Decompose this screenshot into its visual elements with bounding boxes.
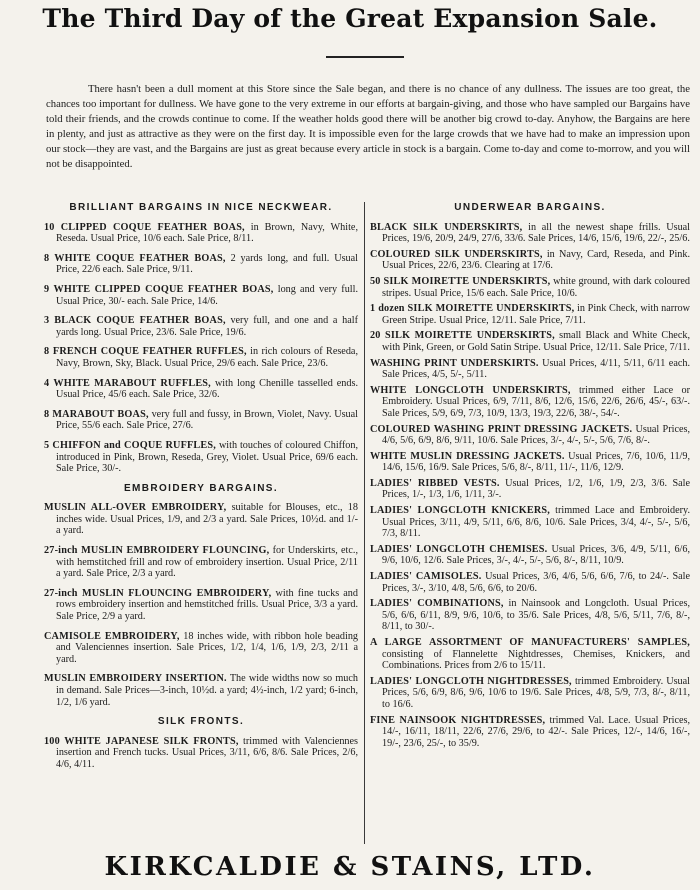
sale-item [44,736,358,771]
sale-item [370,505,690,540]
item-details: in Pink Check, with narrow Green Stripe. Usual Price, 12/11. Sale Price, 7/11. [382,303,690,326]
sale-item [370,478,690,501]
sale-item [44,346,358,369]
item-name: 1 dozen SILK MOIRETTE UNDERSKIRTS, [370,303,575,315]
sale-item [44,673,358,708]
item-details: 2 yards long, and full. Usual Price, 22/6 each. Sale Price, 9/11. [56,252,358,276]
sale-item [370,385,690,420]
item-name: 100 WHITE JAPANESE SILK FRONTS, [44,735,239,747]
sale-item [370,544,690,567]
item-details: Usual Prices, 4/6, 5/6, 6/9, 8/6, 9/11, 10/6. Sale Prices, 3/-, 4/-, 5/-, 5/6, 7/6, 8/-. [382,423,690,447]
item-name: 27-inch MUSLIN EMBROIDERY FLOUNCING, [44,545,270,557]
sale-item [370,451,690,474]
item-name: A LARGE ASSORTMENT OF MANUFACTURERS' SAMPLES, [370,637,690,648]
sale-item [370,330,690,353]
sale-item [370,637,690,672]
sale-item [370,424,690,447]
item-details: Usual Prices, 1/2, 1/6, 1/9, 2/3, 3/6. Sale Prices, 1/-, 1/3, 1/6, 1/11, 3/-. [382,477,691,501]
item-details: Usual Prices, 3/6, 4/9, 5/11, 6/6, 9/6, 10/6, 12/6. Sale Prices, 3/-, 4/-, 5/-, 5/6, 8/-, 8/11, 10/9. [382,543,691,567]
item-name: 5 CHIFFON and COQUE RUFFLES, [44,439,217,451]
item-details: trimmed either Lace or Embroidery. Usual Prices, 6/9, 7/11, 8/6, 12/6, 15/6, 22/6, 26/6, 45/-, 63/-. Sale Prices, 5/9, 6/9, 7/3, 10/9, 13/3, 19/3, 22/6, 38/-, 54/-. [382,384,690,419]
neckwear-list [44,222,358,475]
sale-item [370,276,690,299]
column-divider [364,202,365,844]
item-details: in all the newest shape frills. Usual Prices, 19/6, 20/9, 24/9, 27/6, 33/6. Sale Prices, 14/6, 15/6, 19/6, 22/-, 25/6. [382,221,691,245]
item-details: Usual Prices, 7/6, 10/6, 11/9, 14/6, 15/6, 16/9. Sale Prices, 5/6, 8/-, 8/11, 11/-, 11/6, 12/9. [382,450,691,474]
item-details: 18 inches wide, with ribbon hole beading and Valenciennes insertion. Sale Prices, 1/2, 1/4, 1/6, 1/9, 2/3, 2/11 a yard. [56,630,359,665]
sale-item [370,676,690,711]
item-name: 27-inch MUSLIN FLOUNCING EMBROIDERY, [44,587,272,599]
sale-item [370,303,690,326]
item-name: 9 WHITE CLIPPED COQUE FEATHER BOAS, [44,283,274,295]
sale-item [44,253,358,276]
sale-item [44,409,358,432]
embroidery-heading: EMBROIDERY BARGAINS. [123,482,279,494]
sale-item [44,440,358,475]
item-details: consisting of Flannelette Nightdresses, Chemises, Knickers, and Combinations. Prices from 2/6 to 15/11. [382,648,690,672]
item-name: LADIES' RIBBED VESTS. [370,477,500,489]
item-details: with long Chenille tasselled ends. Usual Price, 45/6 each. Sale Price, 32/6. [56,377,359,401]
item-name: 10 CLIPPED COQUE FEATHER BOAS, [44,221,245,233]
item-details: white ground, with dark coloured stripes. Usual Price, 15/6 each. Sale Price, 10/6. [382,275,690,299]
item-name: COLOURED SILK UNDERSKIRTS, [370,248,543,260]
item-name: LADIES' CAMISOLES. [370,571,482,583]
item-name: WHITE LONGCLOTH UNDERSKIRTS, [370,384,571,396]
item-details: very full, and one and a half yards long. Usual Price, 23/6. Sale Price, 19/6. [56,315,358,338]
title-rule [326,56,404,58]
item-details: in Brown, Navy, White, Reseda. Usual Price, 10/6 each. Sale Price, 8/11. [56,221,358,245]
item-name: COLOURED WASHING PRINT DRESSING JACKETS. [370,423,633,435]
sale-item [44,631,358,666]
item-details: Usual Prices, 3/6, 4/6, 5/6, 6/6, 7/6, to 24/-. Sale Prices, 3/-, 3/10, 4/8, 5/6, 6/6, to 20/6. [382,571,690,594]
sale-item [370,222,690,245]
item-details: trimmed with Valenciennes insertion and French tucks. Usual Prices, 3/11, 6/6, 8/6. Sale Prices, 2/6, 4/6, 4/11. [56,735,358,770]
item-details: in rich colours of Reseda, Navy, Brown, Sky, Black. Usual Price, 29/6 each. Sale Price, 23/6. [56,346,358,369]
item-details: for Underskirts, etc., with hemstitched frill and row of embroidery insertion. Usual Price, 2/11 a yard. Sale Price, 2/3 a yard. [56,545,359,580]
sale-item [370,358,690,381]
item-name: WHITE MUSLIN DRESSING JACKETS. [370,450,565,462]
sale-item [44,502,358,537]
underwear-list [370,222,690,750]
item-name: LADIES' LONGCLOTH NIGHTDRESSES, [370,675,572,687]
item-details: very full and fussy, in Brown, Violet, Navy. Usual Price, 55/6 each. Sale Price, 27/6. [56,408,358,432]
item-name: 4 WHITE MARABOUT RUFFLES, [44,377,211,389]
item-name: 8 MARABOUT BOAS, [44,408,149,420]
item-name: 8 WHITE COQUE FEATHER BOAS, [44,252,226,264]
item-name: MUSLIN ALL-OVER EMBROIDERY, [44,502,227,514]
sale-item [44,545,358,580]
item-name: 8 FRENCH COQUE FEATHER RUFFLES, [44,346,247,358]
item-name: 20 SILK MOIRETTE UNDERSKIRTS, [370,330,555,342]
item-name: MUSLIN EMBROIDERY INSERTION. [44,673,227,685]
item-name: CAMISOLE EMBROIDERY, [44,630,180,642]
item-name: LADIES' LONGCLOTH KNICKERS, [370,505,551,517]
neckwear-heading: BRILLIANT BARGAINS IN NICE NECKWEAR. [69,202,333,213]
sale-item [44,315,358,338]
silk-heading: SILK FRONTS. [157,716,245,728]
right-column [370,200,690,753]
sale-item [370,715,690,750]
item-details: long and very full. Usual Price, 30/- each. Sale Price, 14/6. [56,283,358,307]
item-details: trimmed Val. Lace. Usual Prices, 14/-, 16/11, 18/11, 22/6, 27/6, 29/6, to 42/-. Sale Prices, 12/-, 14/6, 16/-, 19/-, 23/6, 25/-, to 35/9. [382,714,691,749]
item-details: Usual Prices, 4/11, 5/11, 6/11 each. Sale Prices, 4/5, 5/-, 5/11. [382,357,691,381]
item-details: with fine tucks and rows embroidery insertion and hemstitched frills. Usual Price, 3/3 a yard. Sale Price, 2/9 a yard. [56,587,358,623]
item-name: 50 SILK MOIRETTE UNDERSKIRTS, [370,275,551,287]
item-details: suitable for Blouses, etc., 18 inches wide. Usual Prices, 1/9, and 2/3 a yard. Sale Prices, 10½d. and 1/- a yard. [56,502,358,537]
item-name: FINE NAINSOOK NIGHTDRESSES, [370,714,546,726]
sale-item [370,249,690,272]
item-details: small Black and White Check, with Pink, Green, or Gold Satin Stripe. Usual Price, 12/11. Sale Price, 7/11. [382,330,690,353]
intro-paragraph: There hasn't been a dull moment at this Store since the Sale began, and there is no chance of any dullness. The issues are too great, the chances too important for dullness. We have gone to the very extreme in our efforts at bargain-giving, and those who have sampled our Bargains have told their friends, and the crowds continue to come. If the weather holds good there will be another big crowd to-day. Anyhow, the Bargains are here in plenty, and just as attractive as they were on the first day. It is impossible even for the large crowds that we have had to make an impression upon our stock—they are vast, and the Bargains are just as great because every article in stock is a bargain. Come to-day and come to-morrow, and you will not be disappointed. [46,83,690,170]
item-details: The wide widths now so much in demand. Sale Prices—3-inch, 10½d. a yard; 4½-inch, 1/2 yard; 6-inch, 1/2, 1/6 yard. [56,673,358,708]
silk-list [44,736,358,771]
item-name: BLACK SILK UNDERSKIRTS, [370,221,523,233]
sale-item [44,588,358,623]
sale-item [44,284,358,307]
item-name: WASHING PRINT UNDERSKIRTS. [370,357,539,369]
left-column [44,200,358,779]
item-name: 3 BLACK COQUE FEATHER BOAS, [44,315,226,327]
sale-item [44,378,358,401]
ad-title: The Third Day of the Great Expansion Sale. [42,4,658,33]
store-name-footer: KIRKCALDIE & STAINS, LTD. [104,852,596,882]
item-details: with touches of coloured Chiffon, introduced in Pink, Brown, Reseda, Grey, Violet. Usual Price, 69/6 each. Sale Price, 30/-. [56,439,358,475]
item-name: LADIES' LONGCLOTH CHEMISES. [370,543,548,555]
item-details: trimmed Embroidery. Usual Prices, 5/6, 6/9, 8/6, 9/6, 10/6 to 19/6. Sale Prices, 4/8, 5/9, 7/3, 8/-, 8/11, to 16/6. [382,675,690,710]
underwear-heading: UNDERWEAR BARGAINS. [454,202,606,213]
sale-item [370,571,690,594]
sale-item [370,598,690,633]
item-details: in Nainsook and Longcloth. Usual Prices, 5/6, 6/6, 6/11, 8/9, 9/6, 10/6, to 35/6. Sale Prices, 4/8, 5/6, 5/11, 7/6, 8/-, 8/11, to 30/-. [382,598,690,633]
item-details: in Navy, Card, Reseda, and Pink. Usual Prices, 22/6, 23/6. Clearing at 17/6. [382,248,691,272]
item-name: LADIES' COMBINATIONS, [370,598,504,610]
item-details: trimmed Lace and Embroidery. Usual Prices, 3/11, 4/9, 5/11, 6/6, 8/6, 10/6. Sale Prices, 3/4, 4/-, 5/-, 5/6, 7/3, 8/11. [382,505,691,540]
sale-item [44,222,358,245]
embroidery-list [44,502,358,708]
